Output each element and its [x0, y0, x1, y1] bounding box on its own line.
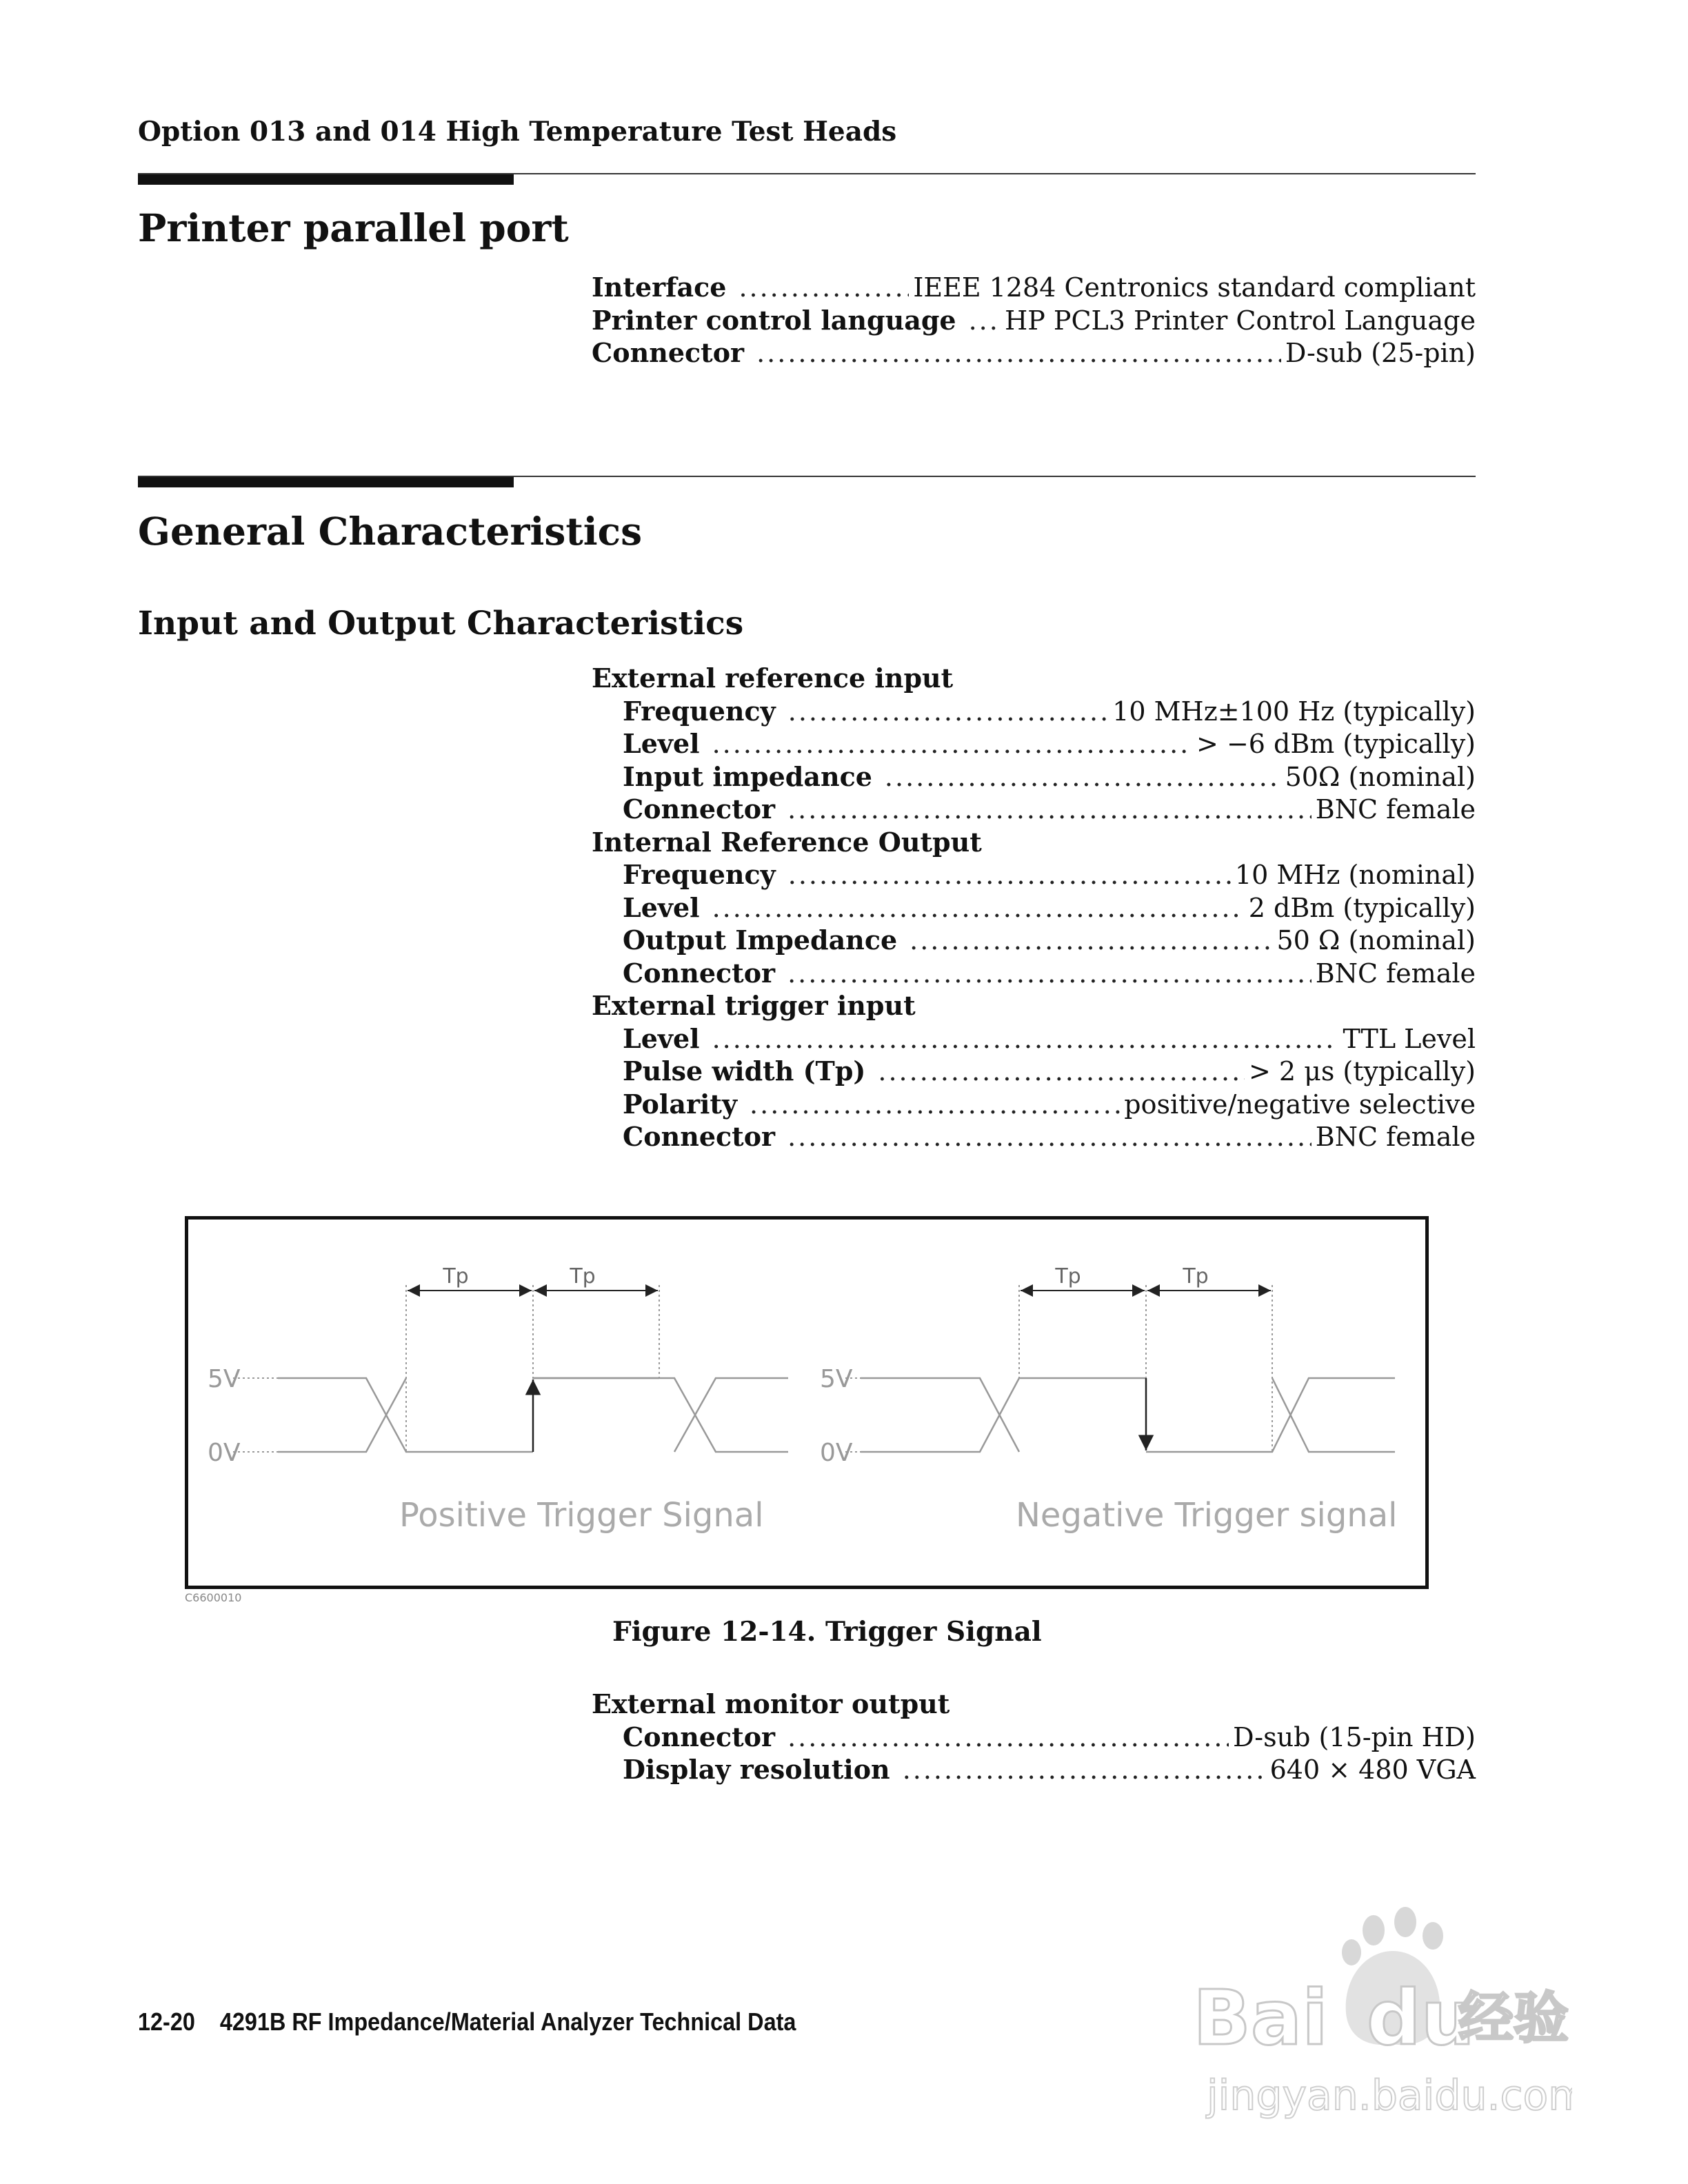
leader-dots — [787, 1121, 1312, 1154]
leader-dots — [712, 1023, 1339, 1056]
spec-row — [592, 271, 1476, 304]
spec-label: Level — [623, 891, 700, 923]
leader-dots — [787, 793, 1312, 827]
spec-value: BNC female — [1315, 1122, 1476, 1152]
spec-row — [592, 957, 1476, 990]
general-heading: General Characteristics — [138, 509, 643, 554]
negative-waveform-rise — [1146, 1378, 1395, 1452]
section-rule-thick — [138, 173, 514, 185]
level-5v-label-negative: 5V — [820, 1365, 853, 1393]
negative-waveform-fall — [861, 1378, 1019, 1452]
spec-label: Output Impedance — [623, 924, 898, 956]
spec-value: 2 dBm (typically) — [1248, 892, 1476, 923]
level-0v-label-negative: 0V — [820, 1439, 853, 1467]
level-0v-label-positive: 0V — [208, 1439, 241, 1467]
spec-row — [592, 336, 1476, 370]
section-rule — [138, 476, 1476, 477]
spec-value: D-sub (15-pin HD) — [1233, 1721, 1476, 1752]
spec-value: 640 × 480 VGA — [1269, 1755, 1476, 1785]
spec-value: HP PCL3 Printer Control Language — [1005, 305, 1476, 336]
spec-value: BNC female — [1315, 794, 1476, 825]
trigger-waveforms — [188, 1220, 1425, 1586]
spec-label: Polarity — [623, 1088, 738, 1120]
leader-dots — [750, 1089, 1120, 1122]
spec-value: 10 MHz±100 Hz (typically) — [1112, 696, 1476, 727]
spec-row — [592, 858, 1476, 891]
spec-row — [592, 891, 1476, 924]
spec-value: BNC female — [1315, 958, 1476, 989]
leader-dots — [878, 1055, 1245, 1089]
baidu-brand-du: du — [1367, 1974, 1476, 2062]
io-specs — [592, 662, 1476, 1153]
spec-label: Connector — [623, 1721, 776, 1752]
leader-dots — [738, 272, 909, 305]
spec-label: Frequency — [623, 859, 776, 890]
spec-value: TTL Level — [1343, 1023, 1476, 1054]
spec-label: Connector — [623, 793, 776, 825]
spec-row — [592, 727, 1476, 760]
positive-trigger-label: Positive Trigger Signal — [399, 1496, 764, 1535]
figure-id: C6600010 — [185, 1591, 242, 1604]
leader-dots — [787, 1721, 1229, 1755]
page-number: 12-20 — [138, 2008, 195, 2036]
spec-row — [592, 1721, 1476, 1754]
spec-value: > −6 dBm (typically) — [1196, 729, 1476, 759]
printer-port-specs — [592, 271, 1476, 370]
printer-port-heading: Printer parallel port — [138, 205, 569, 250]
leader-dots — [712, 892, 1245, 925]
leader-dots — [788, 859, 1231, 892]
spec-label: Level — [623, 1022, 700, 1054]
tp-label: Tp — [1055, 1264, 1081, 1288]
negative-waveform-rise — [861, 1378, 1146, 1452]
leader-dots — [969, 305, 1001, 338]
figure-caption: Figure 12-14. Trigger Signal — [612, 1616, 1042, 1648]
spec-label: Input impedance — [623, 760, 872, 792]
leader-dots — [712, 728, 1192, 761]
spec-value: 50 Ω (nominal) — [1276, 925, 1476, 956]
spec-row — [592, 1022, 1476, 1055]
positive-waveform-rise — [674, 1378, 788, 1452]
tp-label: Tp — [1183, 1264, 1209, 1288]
tp-label: Tp — [443, 1264, 469, 1288]
level-5v-label-positive: 5V — [208, 1365, 241, 1393]
spec-value: IEEE 1284 Centronics standard compliant — [913, 272, 1476, 303]
spec-row — [592, 1753, 1476, 1786]
spec-label: Printer control language — [592, 304, 956, 336]
spec-label: Interface — [592, 272, 727, 303]
spec-label: Frequency — [623, 695, 776, 727]
baidu-paw-logo — [1186, 1903, 1572, 2151]
page-footer — [138, 2008, 796, 2036]
document-title: 4291B RF Impedance/Material Analyzer Technical Data — [219, 2008, 796, 2036]
section-rule — [138, 173, 1476, 174]
io-subheading: Input and Output Characteristics — [138, 605, 744, 643]
spec-label: Level — [623, 728, 700, 759]
section-rule-thick — [138, 476, 514, 487]
int-ref-title: Internal Reference Output — [592, 826, 982, 858]
monitor-specs — [592, 1688, 1476, 1786]
baidu-brand-latin: Bai — [1193, 1974, 1328, 2062]
spec-row — [592, 1088, 1476, 1121]
trigger-signal-figure — [185, 1216, 1429, 1589]
spec-value: 10 MHz (nominal) — [1234, 860, 1476, 890]
baidu-watermark-url: jingyan.baidu.com — [1207, 2072, 1572, 2120]
spec-row — [592, 760, 1476, 793]
baidu-watermark — [1186, 1903, 1572, 2151]
spec-row — [592, 1055, 1476, 1088]
tp-label: Tp — [570, 1264, 596, 1288]
leader-dots — [756, 337, 1281, 370]
leader-dots — [885, 761, 1281, 794]
leader-dots — [787, 958, 1312, 991]
baidu-brand-cn: 经验 — [1458, 1986, 1569, 2050]
ext-trig-title: External trigger input — [592, 990, 916, 1021]
running-head: Option 013 and 014 High Temperature Test Heads — [138, 116, 897, 148]
spec-label: Connector — [623, 1121, 776, 1152]
spec-value: 50Ω (nominal) — [1285, 761, 1476, 792]
leader-dots — [788, 696, 1108, 729]
spec-row — [592, 924, 1476, 957]
leader-dots — [910, 924, 1272, 958]
spec-value: > 2 μs (typically) — [1248, 1056, 1476, 1086]
spec-label: Connector — [623, 957, 776, 989]
spec-value: positive/negative selective — [1124, 1089, 1476, 1120]
spec-row — [592, 304, 1476, 337]
negative-trigger-label: Negative Trigger signal — [1016, 1496, 1398, 1535]
monitor-title: External monitor output — [592, 1688, 950, 1719]
spec-value: D-sub (25-pin) — [1285, 338, 1476, 368]
spec-row — [592, 695, 1476, 728]
spec-label: Display resolution — [623, 1754, 890, 1785]
spec-row — [592, 793, 1476, 826]
spec-row — [592, 1120, 1476, 1153]
ext-ref-title: External reference input — [592, 663, 954, 694]
positive-waveform-fall — [533, 1378, 788, 1452]
positive-waveform-rise — [278, 1378, 406, 1452]
spec-label: Connector — [592, 337, 745, 368]
negative-waveform-fall — [1272, 1378, 1395, 1452]
leader-dots — [903, 1754, 1266, 1787]
spec-label: Pulse width (Tp) — [623, 1055, 866, 1086]
